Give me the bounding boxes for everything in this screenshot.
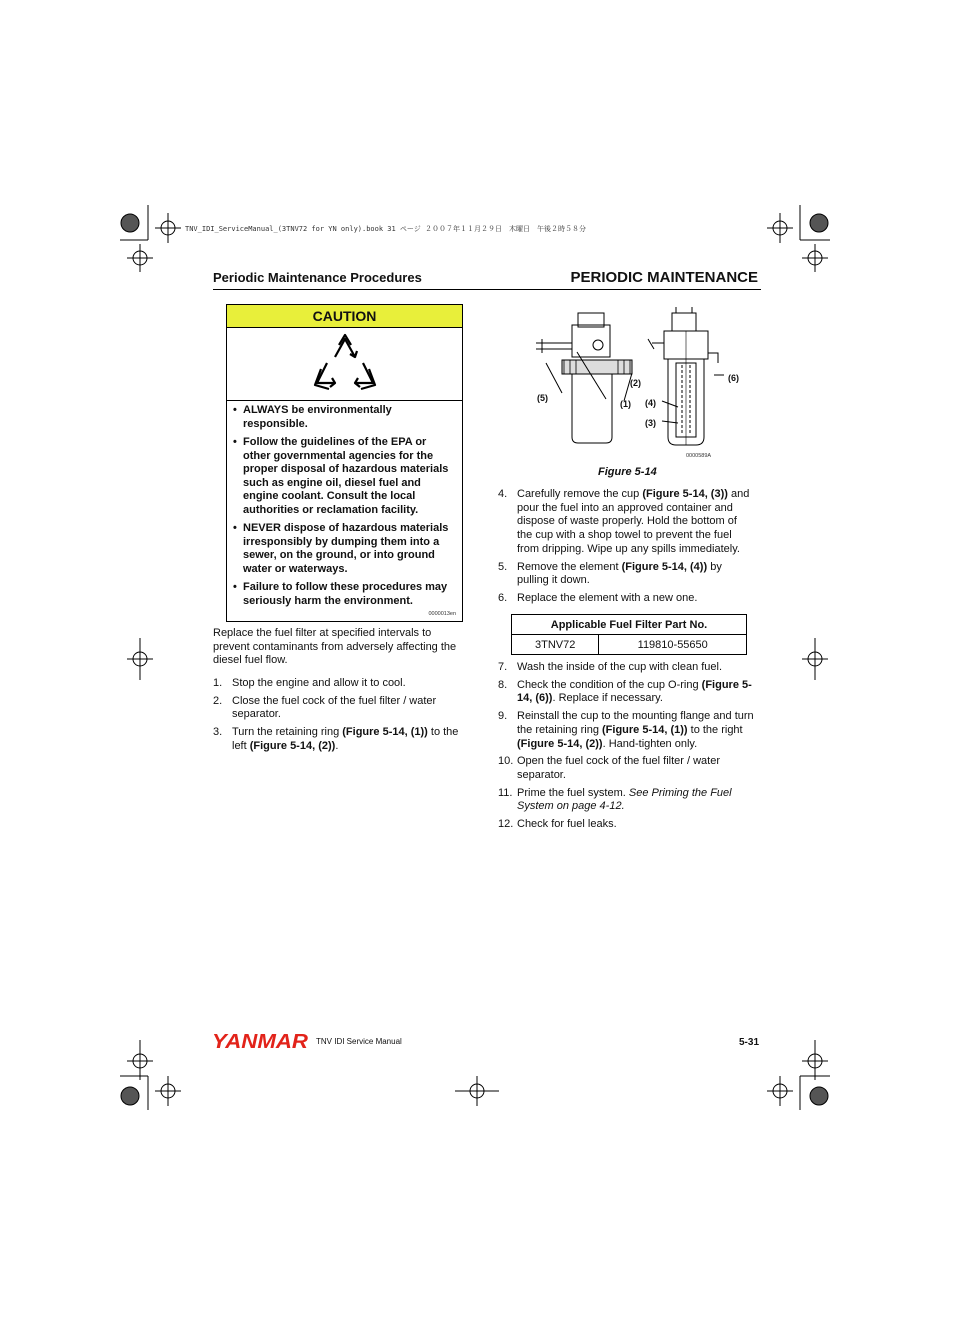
- parts-table-header: Applicable Fuel Filter Part No.: [512, 615, 747, 635]
- step-text: . Hand-tighten only.: [602, 737, 698, 750]
- manual-title: TNV IDI Service Manual: [316, 1037, 402, 1046]
- callout-label: (1): [620, 399, 631, 409]
- step-item: [213, 677, 471, 691]
- step-text: Close the fuel cock of the fuel filter / water separator.: [232, 694, 437, 721]
- step-text: Check for fuel leaks.: [517, 818, 617, 831]
- step-item: [498, 592, 754, 606]
- step-number: 2.: [213, 694, 223, 707]
- steps-left: [213, 677, 471, 758]
- intro-paragraph: Replace the fuel filter at specified intervals to prevent contaminants from adversely affecting the diesel fuel flow.: [213, 627, 457, 667]
- steps-right-b: [498, 661, 754, 836]
- caution-item: • ALWAYS be environmentally responsible.: [233, 404, 456, 431]
- step-item: [498, 787, 754, 814]
- step-item: [498, 679, 754, 706]
- chapter-title: PERIODIC MAINTENANCE: [570, 269, 758, 286]
- cross-reference: See Priming the Fuel System on page 4-12.: [517, 786, 732, 813]
- figure-reference: (Figure 5-14, (2)): [517, 737, 603, 750]
- step-number: 6.: [498, 591, 508, 604]
- callout-label: (5): [537, 393, 548, 403]
- callout-label: (6): [728, 373, 739, 383]
- step-text: Replace the element with a new one.: [517, 591, 698, 604]
- figure-reference: (Figure 5-14, (4)): [621, 560, 708, 573]
- step-number: 8.: [498, 678, 508, 691]
- caution-item: • Follow the guidelines of the EPA or other governmental agencies for the proper disposal of hazardous materials such as engine oil, diesel fuel and engine coolant. Consult the local authorities or reclamation facility.: [233, 436, 456, 517]
- callout-label: (3): [645, 418, 656, 428]
- table-cell-part-number: 119810-55650: [599, 635, 747, 655]
- figure-reference: (Figure 5-14, (1)): [342, 726, 428, 739]
- caution-body: [227, 401, 462, 621]
- caution-code: 0000013en: [428, 611, 456, 617]
- caution-box: [226, 304, 463, 622]
- step-item: [498, 818, 754, 832]
- section-title: Periodic Maintenance Procedures: [213, 270, 422, 285]
- step-text: .: [335, 739, 339, 752]
- step-item: [213, 695, 471, 722]
- caution-item: • NEVER dispose of hazardous materials irresponsibly by dumping them into a sewer, on the ground, or into ground water or waterways.: [233, 522, 456, 576]
- header-rule: [213, 289, 761, 290]
- step-item: [498, 561, 754, 588]
- step-number: 3.: [213, 726, 223, 739]
- step-text: Carefully remove the cup: [517, 488, 643, 500]
- yanmar-logo: [212, 1031, 310, 1051]
- step-text: . Replace if necessary.: [552, 692, 663, 705]
- parts-table: [511, 614, 747, 655]
- step-item: [498, 755, 754, 782]
- step-item: [213, 726, 471, 753]
- step-number: 10.: [498, 755, 514, 768]
- step-text: to the right: [687, 723, 743, 736]
- figure-reference: (Figure 5-14, (3)): [642, 488, 728, 500]
- recycle-icon: [313, 333, 377, 395]
- step-text: Wash the inside of the cup with clean fuel.: [517, 661, 723, 673]
- step-number: 1.: [213, 677, 223, 689]
- step-number: 4.: [498, 488, 508, 500]
- step-number: 12.: [498, 818, 514, 831]
- step-text: Open the fuel cock of the fuel filter / water separator.: [517, 755, 720, 781]
- caution-item: • Failure to follow these procedures may seriously harm the environment.: [233, 581, 456, 608]
- figure-reference: (Figure 5-14, (2)): [249, 739, 336, 752]
- step-text: to the left: [232, 726, 459, 752]
- table-cell-model: 3TNV72: [512, 635, 599, 655]
- step-text: by pulling it down.: [517, 560, 722, 587]
- step-text: Prime the fuel system.: [517, 786, 629, 799]
- figure-reference: (Figure 5-14, (6)): [517, 678, 752, 705]
- step-number: 7.: [498, 661, 508, 673]
- step-number: 5.: [498, 560, 508, 573]
- figure-code: 0000589A: [686, 453, 712, 459]
- step-text: Check the condition of the cup O-ring: [517, 678, 702, 691]
- caution-title: CAUTION: [227, 305, 462, 328]
- step-text: Turn the retaining ring: [232, 726, 343, 739]
- steps-right-a: [498, 488, 754, 610]
- page-number: 5-31: [739, 1037, 760, 1048]
- step-item: [498, 488, 754, 557]
- print-file-header: TNV_IDI_ServiceManual_(3TNV72 for YN only).book 31 ページ ２００７年１１月２９日 木曜日 午後２時５８分: [185, 225, 587, 233]
- step-text: and pour the fuel into an approved container and dispose of waste properly. Hold the bottom of the cup with a shop towel to prevent the fuel from dripping. Wipe up any spills immediately.: [517, 488, 750, 555]
- step-item: [498, 710, 754, 751]
- figure-caption: Figure 5-14: [598, 466, 657, 478]
- step-text: Remove the element: [517, 560, 622, 573]
- step-item: [498, 661, 754, 675]
- step-number: 9.: [498, 710, 508, 723]
- callout-label: (4): [645, 398, 656, 408]
- table-row: [512, 635, 747, 655]
- figure-reference: (Figure 5-14, (1)): [602, 723, 688, 736]
- caution-list: [233, 404, 456, 608]
- callout-label: (2): [630, 378, 641, 388]
- step-text: Reinstall the cup to the mounting flange and turn the retaining ring: [517, 710, 754, 736]
- yanmar-logo-text: YANMAR: [212, 1031, 309, 1051]
- step-text: Stop the engine and allow it to cool.: [232, 677, 406, 689]
- step-number: 11.: [498, 786, 513, 799]
- caution-icon-area: [227, 328, 462, 401]
